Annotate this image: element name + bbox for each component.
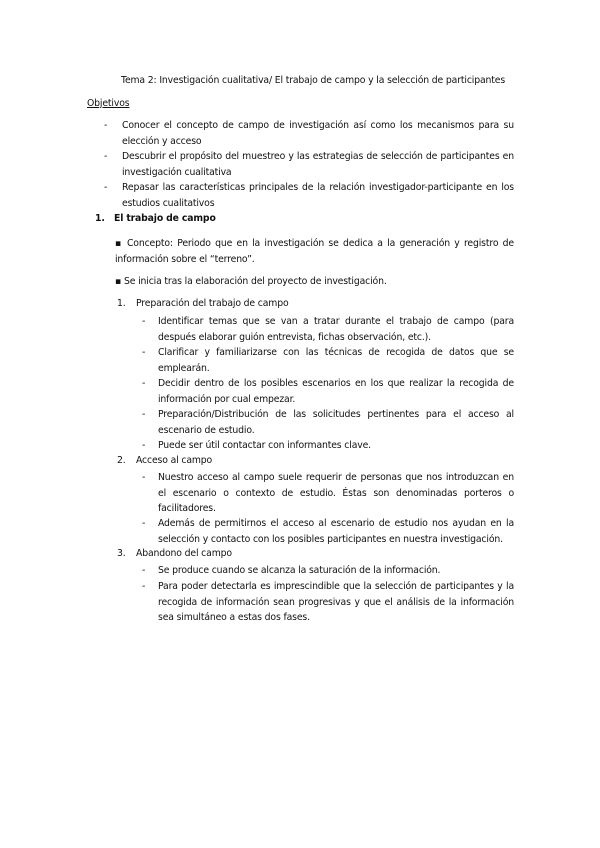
bullet-dash: -: [142, 409, 146, 420]
document-title: Tema 2: Investigación cualitativa/ El trabajo de campo y la selección de participantes: [121, 75, 506, 86]
list-item-text: Identificar temas que se van a tratar durante el trabajo de campo (para después elaborar guión entrevista, fichas observación, etc.).: [158, 316, 514, 343]
objectives-heading: Objetivos: [87, 98, 130, 109]
list-item-text: Decidir dentro de los posibles escenarios en los que realizar la recogida de información por cual empezar.: [158, 378, 514, 405]
objective-item: [104, 118, 514, 149]
bullet-dash: -: [142, 440, 146, 451]
subsection-heading: [117, 298, 289, 309]
subsection-title: Acceso al campo: [136, 455, 213, 466]
objective-item: [104, 149, 514, 180]
list-item: [142, 345, 514, 376]
subsection-number: 2.: [117, 455, 126, 466]
objective-text: Conocer el concepto de campo de investigación así como los mecanismos para su elección y acceso: [122, 120, 514, 147]
bullet-dash: -: [142, 581, 146, 592]
bullet-dash: -: [142, 347, 146, 358]
list-item-text: Clarificar y familiarizarse con las técnicas de recogida de datos que se emplearán.: [158, 347, 514, 374]
section-heading: [95, 213, 216, 224]
bullet-dash: -: [142, 518, 146, 529]
subsection-title: Abandono del campo: [136, 548, 232, 559]
subsection-number: 3.: [117, 548, 126, 559]
bullet-dash: -: [104, 182, 108, 193]
list-item-text: Nuestro acceso al campo suele requerir de personas que nos introduzcan en el escenario o contexto de estudio. Éstas son denominadas porteros o facilitadores.: [158, 472, 514, 514]
section-title: El trabajo de campo: [114, 213, 216, 224]
list-item: [142, 438, 514, 454]
bullet-dash: -: [142, 316, 146, 327]
concept-paragraph: ▪ Concepto: Periodo que en la investigación se dedica a la generación y registro de información sobre el “terreno”.: [115, 238, 514, 265]
list-item-text: Para poder detectarla es imprescindible que la selección de participantes y la recogida de información sean progresivas y que el análisis de la información sea simultáneo a estas dos fases.: [158, 581, 514, 623]
bullet-dash: -: [142, 472, 146, 483]
list-item: [142, 579, 514, 626]
subsection-heading: [117, 455, 212, 466]
objective-text: Repasar las características principales de la relación investigador-participante en los estudios cualitativos: [122, 182, 514, 209]
list-item: [142, 314, 514, 345]
list-item-text: Además de permitirnos el acceso al escenario de estudio nos ayudan en la selección y contacto con los posibles participantes en nuestra investigación.: [158, 518, 514, 545]
section-number: 1.: [95, 213, 105, 224]
subsection-heading: [117, 548, 232, 559]
objective-text: Descubrir el propósito del muestreo y las estrategias de selección de participantes en investigación cualitativa: [122, 151, 514, 178]
objective-item: [104, 180, 514, 211]
subsection-title: Preparación del trabajo de campo: [136, 298, 289, 309]
list-item: [142, 516, 514, 547]
list-item-text: Se produce cuando se alcanza la saturación de la información.: [158, 565, 441, 576]
subsection-number: 1.: [117, 298, 126, 309]
bullet-dash: -: [142, 378, 146, 389]
list-item: [142, 563, 514, 579]
list-item-text: Preparación/Distribución de las solicitudes pertinentes para el acceso al escenario de estudio.: [158, 409, 514, 436]
list-item: [142, 407, 514, 438]
bullet-dash: -: [142, 565, 146, 576]
list-item: [142, 376, 514, 407]
starts-paragraph: ▪ Se inicia tras la elaboración del proyecto de investigación.: [115, 276, 387, 287]
bullet-dash: -: [104, 120, 108, 131]
bullet-dash: -: [104, 151, 108, 162]
list-item: [142, 470, 514, 517]
list-item-text: Puede ser útil contactar con informantes clave.: [158, 440, 371, 451]
